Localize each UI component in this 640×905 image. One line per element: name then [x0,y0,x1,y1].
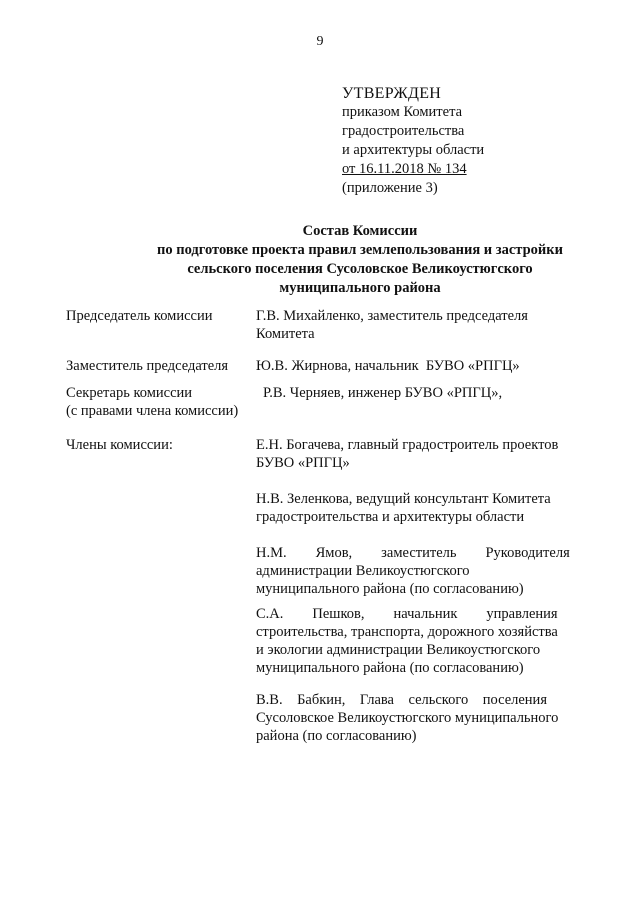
title-line: муниципального района [279,280,441,296]
person-line: Н.В. Зеленкова, ведущий консультант Комитета [256,491,551,507]
chair-person [256,307,586,343]
person-line: района (по согласованию) [256,728,417,744]
appendix-note: (приложение 3) [342,180,438,196]
deputy-person: Ю.В. Жирнова, начальник БУВО «РПГЦ» [256,358,520,374]
person-line: и экологии администрации Великоустюгского [256,642,541,658]
chair-role: Председатель комиссии [66,308,213,324]
person-line: Е.Н. Богачева, главный градостроитель проектов [256,437,559,453]
title-line: по подготовке проекта правил землепользования и застройки [157,242,563,258]
person-line: С.А. Пешков, начальник управления [256,606,558,622]
person-line: муниципального района (по согласованию) [256,581,524,597]
page-number: 9 [316,34,324,49]
members-role: Члены комиссии: [66,437,173,453]
person-line: администрации Великоустюгского [256,563,470,579]
person-line: Н.М. Ямов, заместитель Руководителя [256,545,570,561]
approved-heading: УТВЕРЖДЕН [342,85,442,102]
person-line: муниципального района (по согласованию) [256,660,524,676]
document-title [100,222,620,298]
person-line: Комитета [256,326,315,342]
person-line: БУВО «РПГЦ» [256,455,350,471]
order-reference: от 16.11.2018 № 134 [342,161,467,177]
title-line: Состав Комиссии [302,223,418,239]
approval-stamp [342,84,484,198]
secretary-role [66,384,256,420]
title-line: сельского поселения Сусоловское Великоустюгского [187,261,533,277]
approval-line: приказом Комитета [342,104,463,120]
person-line: В.В. Бабкин, Глава сельского поселения [256,692,547,708]
role-line: (с правами члена комиссии) [66,403,239,419]
person-line: строительства, транспорта, дорожного хозяйства [256,624,558,640]
deputy-role: Заместитель председателя [66,358,229,374]
approval-line: градостроительства [342,123,465,139]
person-line: Сусоловское Великоустюгского муниципального [256,710,559,726]
person-line: градостроительства и архитектуры области [256,509,525,525]
secretary-person: Р.В. Черняев, инженер БУВО «РПГЦ», [263,385,503,401]
approval-line: и архитектуры области [342,142,485,158]
role-line: Секретарь комиссии [66,385,193,401]
person-line: Г.В. Михайленко, заместитель председателя [256,308,528,324]
